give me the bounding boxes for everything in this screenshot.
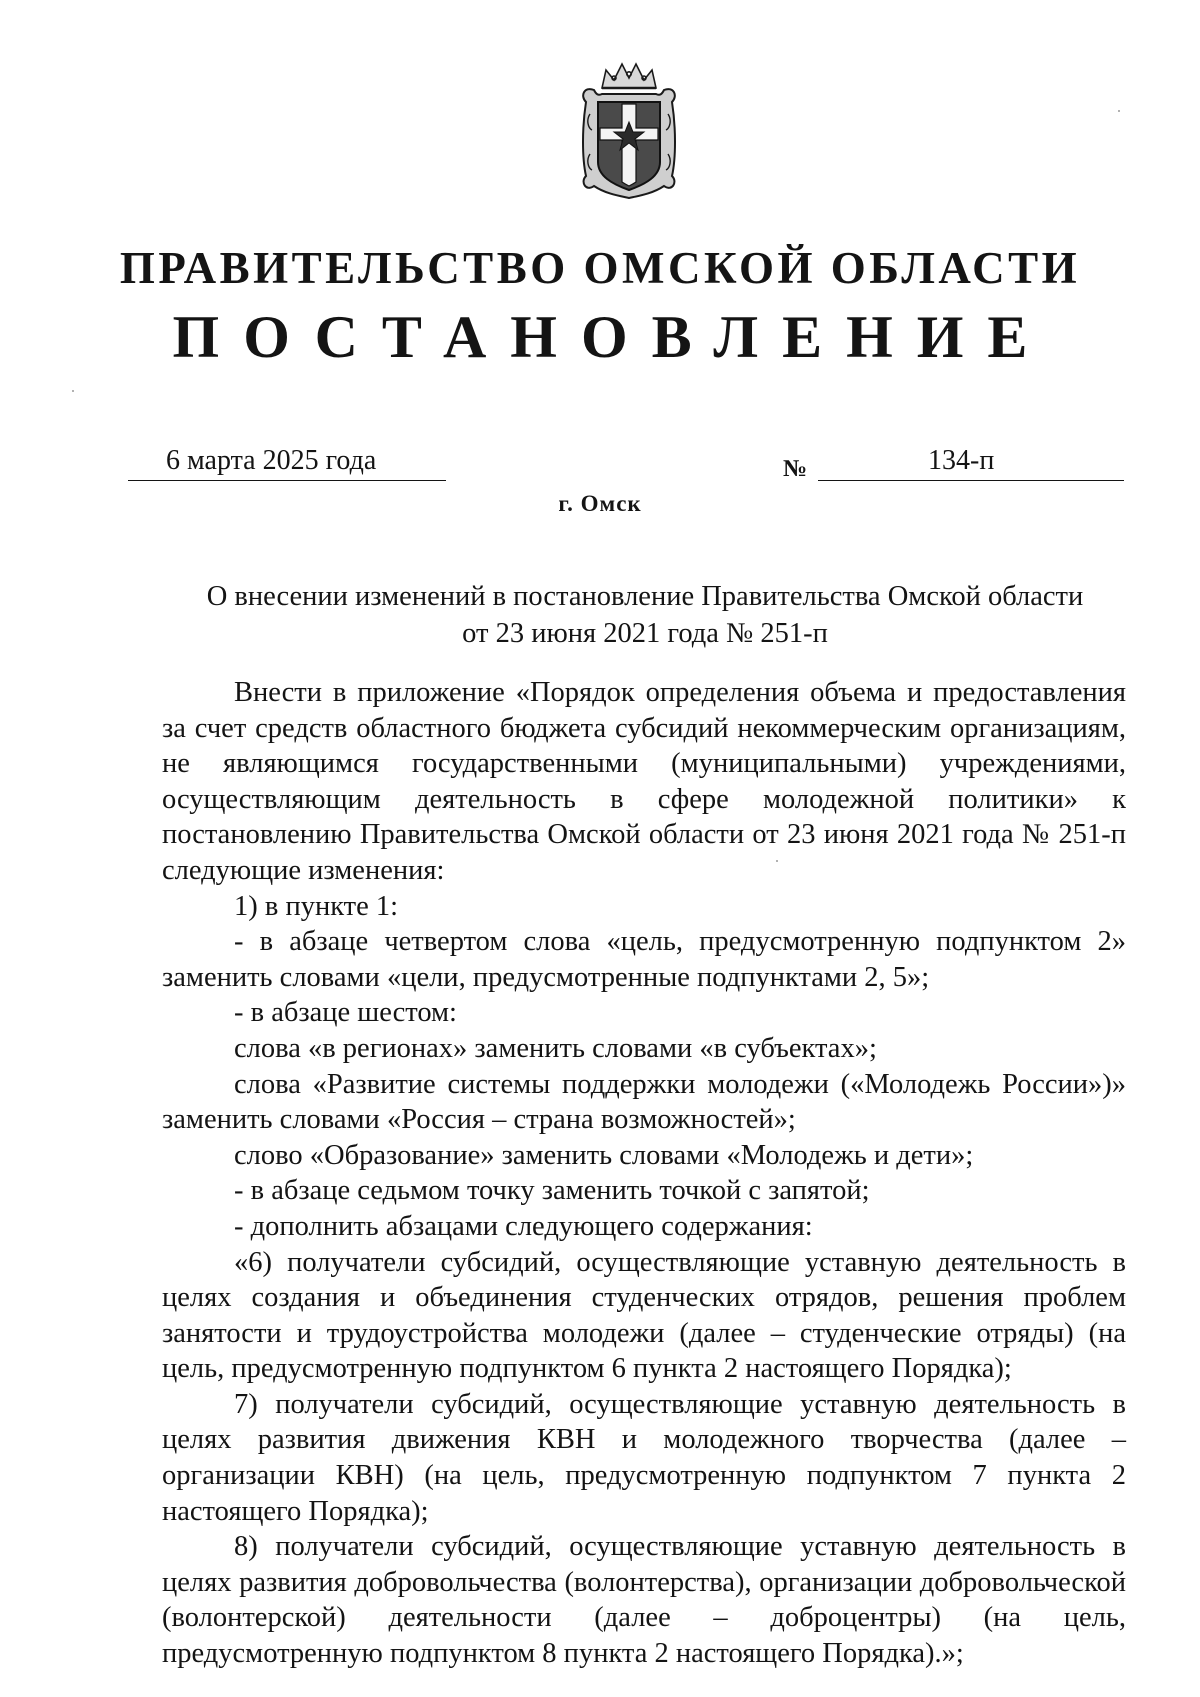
number-field	[818, 442, 1124, 481]
government-name: ПРАВИТЕЛЬСТВО ОМСКОЙ ОБЛАСТИ	[119, 243, 1081, 293]
paragraph: «6) получатели субсидий, осуществляющие уставную деятельность в целях создания и объединения студенческих отрядов, решения проблем занятости и трудоустройства молодежи (далее – студенческие отряды) (на цель, предусмотренную подпунктом 6 пункта 2 настоящего Порядка);	[162, 1246, 1126, 1385]
paragraph: - дополнить абзацами следующего содержания:	[234, 1210, 813, 1242]
document-number: 134-п	[928, 445, 995, 476]
scan-speck	[72, 390, 74, 392]
document-body	[162, 675, 1126, 1672]
paragraph: - в абзаце четвертом слова «цель, предусмотренную подпунктом 2» заменить словами «цели, предусмотренные подпунктами 2, 5»;	[162, 926, 1126, 993]
paragraph: слова «Развитие системы поддержки молодежи («Молодежь России»)» заменить словами «Россия – страна возможностей»;	[162, 1068, 1126, 1136]
omsk-coat-of-arms-icon	[572, 58, 686, 200]
paragraph: 1) в пункте 1:	[234, 890, 399, 922]
paragraph: Внести в приложение «Порядок определения объема и предоставления за счет средств областного бюджета субсидий некоммерческим организациям, не являющимся государственными (муниципальными) учреждениями, осуществляющим деятельность в сфере молодежной политики» к постановлению Правительства Омской области от 23 июня 2021 года № 251-п следующие изменения:	[162, 677, 1126, 886]
paragraph: 8) получатели субсидий, осуществляющие уставную деятельность в целях развития добровольчества (волонтерства), организации добровольческой (волонтерской) деятельности (далее – доброцентры) (на цель, предусмотренную подпунктом 8 пункта 2 настоящего Порядка).»;	[162, 1531, 1126, 1670]
document-type: ПОСТАНОВЛЕНИЕ	[172, 304, 1052, 370]
document-heading	[160, 578, 1130, 652]
document-date: 6 марта 2025 года	[166, 445, 377, 476]
paragraph: - в абзаце седьмом точку заменить точкой с запятой;	[234, 1175, 870, 1207]
heading-line-1: О внесении изменений в постановление Правительства Омской области	[206, 581, 1084, 612]
city: г. Омск	[558, 491, 642, 516]
paragraph: слова «в регионах» заменить словами «в субъектах»;	[234, 1032, 877, 1064]
number-label: №	[783, 456, 808, 482]
paragraph: - в абзаце шестом:	[234, 997, 457, 1029]
scan-speck	[1118, 110, 1120, 112]
paragraph: слово «Образование» заменить словами «Молодежь и дети»;	[234, 1139, 974, 1171]
date-field	[128, 442, 446, 481]
heading-line-2: от 23 июня 2021 года № 251-п	[462, 618, 828, 649]
scan-speck	[776, 860, 778, 862]
paragraph: 7) получатели субсидий, осуществляющие уставную деятельность в целях развития движения КВН и молодежного творчества (далее – организации КВН) (на цель, предусмотренную подпунктом 7 пункта 2 настоящего Порядка);	[162, 1388, 1126, 1527]
